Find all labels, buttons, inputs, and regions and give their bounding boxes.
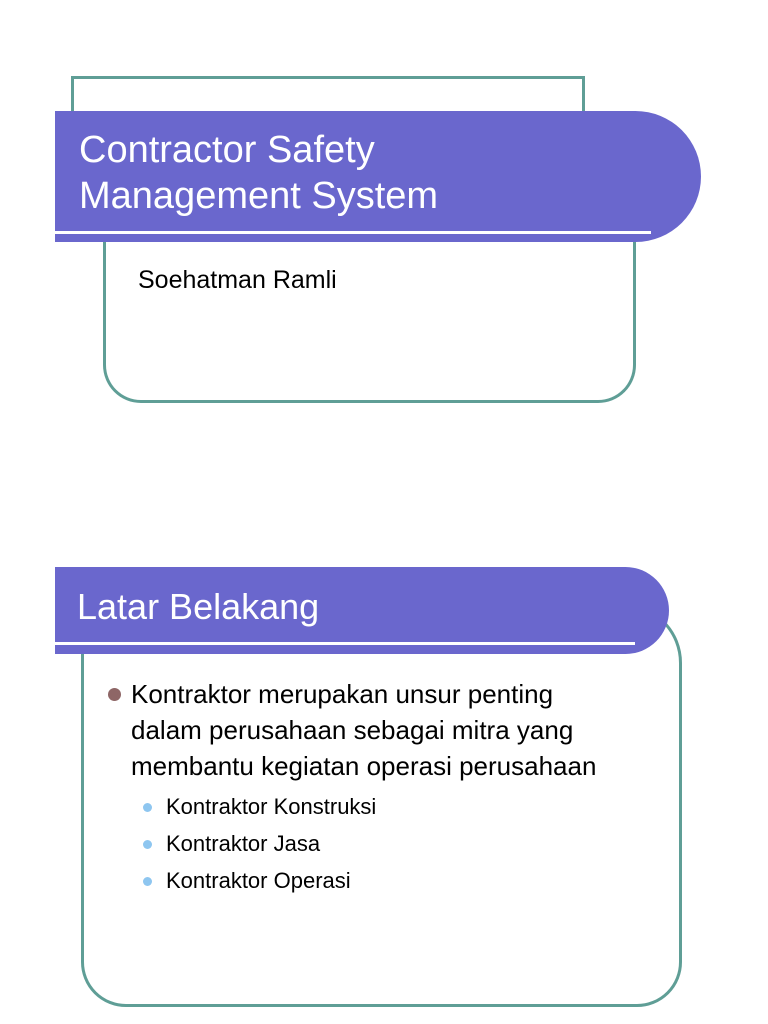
bullet-point <box>104 676 669 784</box>
sub-item-text: Kontraktor Jasa <box>166 831 321 856</box>
list-item <box>104 788 669 825</box>
bullet-text-line3: membantu kegiatan operasi perusahaan <box>131 751 597 781</box>
slide1-title <box>79 127 639 219</box>
slide2-body <box>104 676 669 899</box>
slide1-content-frame <box>103 226 636 403</box>
sub-item-text: Kontraktor Operasi <box>166 868 351 893</box>
sub-item-text: Kontraktor Konstruksi <box>166 794 377 819</box>
slide2-banner-divider <box>55 642 635 645</box>
slide1-title-line2: Management System <box>79 175 439 217</box>
bullet-text-line1: Kontraktor merupakan unsur penting <box>131 679 554 709</box>
round-bullet-icon <box>143 877 152 886</box>
bullet-text-line2: dalam perusahaan sebagai mitra yang <box>131 715 574 745</box>
slide2-title: Latar Belakang <box>77 586 320 627</box>
round-bullet-icon <box>143 803 152 812</box>
list-item <box>104 825 669 862</box>
round-bullet-icon <box>143 840 152 849</box>
round-bullet-icon <box>108 688 121 701</box>
slide1-title-line1: Contractor Safety <box>79 129 375 171</box>
list-item <box>104 862 669 899</box>
slide1-author: Soehatman Ramli <box>138 266 337 294</box>
slide1-banner-divider <box>55 231 651 234</box>
sub-bullet-list <box>104 788 669 899</box>
